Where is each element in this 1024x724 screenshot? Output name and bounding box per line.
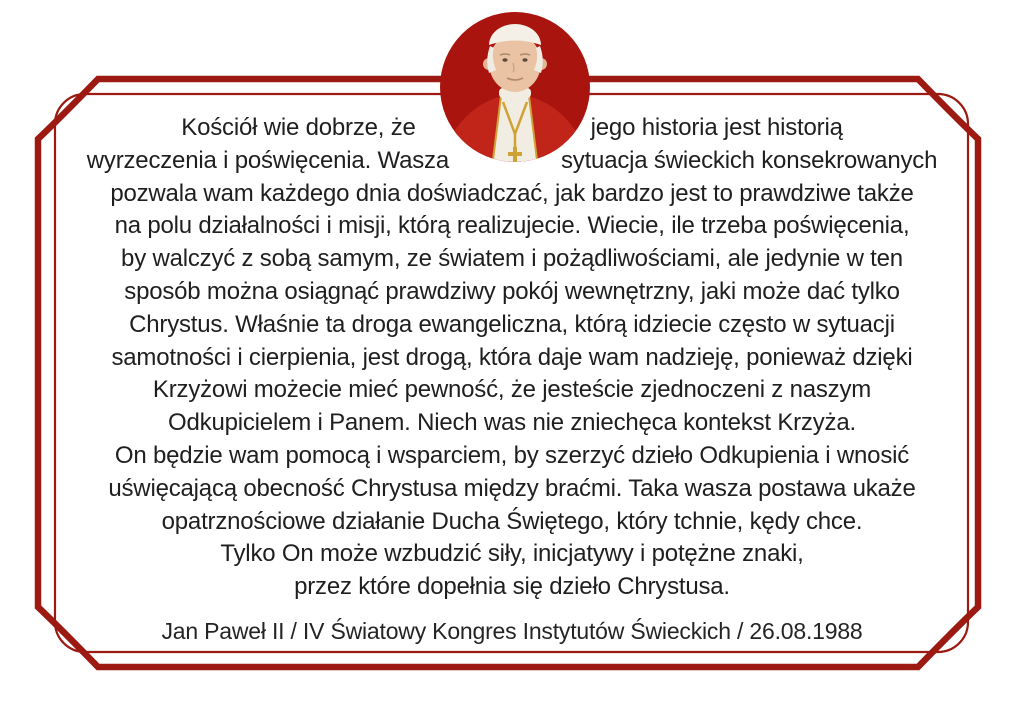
quote-text-block	[0, 112, 1024, 645]
quote-line-12: uświęcającą obecność Chrystusa między braćmi. Taka wasza postawa ukaże	[108, 474, 916, 502]
quote-line-15: przez które dopełnia się dzieło Chrystusa.	[294, 573, 730, 601]
quote-line-4: na polu działalności i misji, którą realizujecie. Wiecie, ile trzeba poświęcenia,	[114, 212, 910, 240]
quote-line-11: On będzie wam pomocą i wsparciem, by szerzyć dzieło Odkupienia i wnosić	[114, 441, 910, 469]
quote-line-2-left: wyrzeczenia i poświęcenia. Wasza	[86, 146, 449, 174]
quote-line-9: Krzyżowi możecie mieć pewność, że jesteście zjednoczeni z naszym	[152, 376, 872, 404]
quote-line-6: sposób można osiągnąć prawdziwy pokój wewnętrzny, jaki może dać tylko	[124, 277, 900, 305]
quote-line-1	[0, 112, 1024, 145]
quote-line-14: Tylko On może wzbudzić siły, inicjatywy i potężne znaki,	[220, 540, 804, 568]
quote-line-13: opatrznościowe działanie Ducha Świętego, który tchnie, kędy chce.	[161, 507, 863, 535]
quote-line-5: by walczyć z sobą samym, ze światem i pożądliwościami, ale jedynie w ten	[121, 245, 903, 273]
attribution-line: Jan Paweł II / IV Światowy Kongres Instytutów Świeckich / 26.08.1988	[161, 617, 863, 644]
quote-line-7: Chrystus. Właśnie ta droga ewangeliczna, którą idziecie często w sytuacji	[129, 310, 895, 338]
quote-line-10: Odkupicielem i Panem. Niech was nie zniechęca kontekst Krzyża.	[168, 409, 856, 437]
quote-line-2-right: sytuacja świeckich konsekrowanych	[560, 146, 938, 174]
quote-line-1-right: jego historia jest historią	[590, 114, 843, 141]
quote-line-3: pozwala wam każdego dnia doświadczać, jak bardzo jest to prawdziwe także	[110, 179, 914, 207]
quote-line-1-left: Kościół wie dobrze, że	[181, 114, 416, 141]
quote-line-2	[0, 145, 1024, 178]
quote-line-8: samotności i cierpienia, jest drogą, która daje wam nadzieję, ponieważ dzięki	[111, 343, 913, 371]
